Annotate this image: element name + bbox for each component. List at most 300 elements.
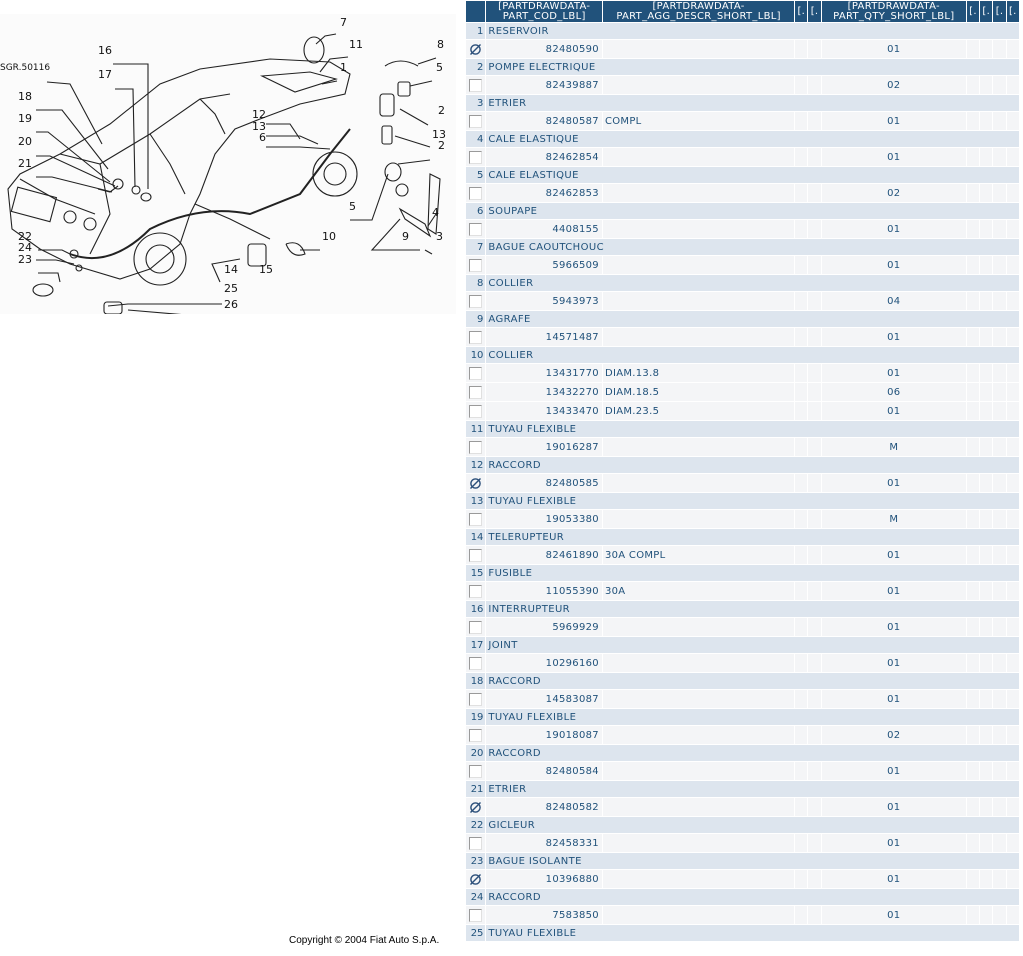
empty-cell-e (993, 148, 1005, 166)
empty-cell-a (795, 690, 807, 708)
header-checkbox-col (466, 1, 485, 22)
part-select-cell (466, 510, 485, 528)
empty-cell-d (980, 364, 992, 382)
empty-cell-e (993, 870, 1005, 888)
part-quantity: 02 (822, 76, 966, 94)
part-description-extra (603, 906, 794, 924)
header-quantity[interactable]: [PARTDRAWDATA-PART_QTY_SHORT_LBL] (822, 1, 966, 22)
part-description-extra: 30A (603, 582, 794, 600)
part-quantity: 01 (822, 402, 966, 420)
part-item-row (466, 654, 1019, 672)
part-select-checkbox[interactable] (469, 187, 482, 200)
part-select-checkbox[interactable] (469, 441, 482, 454)
part-select-cell (466, 654, 485, 672)
empty-cell-d (980, 438, 992, 456)
empty-cell-b (808, 690, 820, 708)
part-group-number: 14 (466, 529, 485, 545)
part-select-cell (466, 906, 485, 924)
empty-cell-c (967, 76, 979, 94)
header-part-code[interactable]: [PARTDRAWDATA-PART_COD_LBL] (486, 1, 602, 22)
part-group-number: 12 (466, 457, 485, 473)
part-select-cell (466, 112, 485, 130)
empty-cell-c (967, 870, 979, 888)
empty-cell-b (808, 256, 820, 274)
part-group-number: 18 (466, 673, 485, 689)
part-group-row (466, 709, 1019, 725)
part-code: 4408155 (486, 220, 602, 238)
part-quantity: 01 (822, 546, 966, 564)
empty-cell-d (980, 834, 992, 852)
empty-cell-b (808, 654, 820, 672)
svg-text:10: 10 (322, 230, 336, 243)
empty-cell-c (967, 762, 979, 780)
part-code: 5969929 (486, 618, 602, 636)
svg-text:14: 14 (224, 263, 238, 276)
part-group-description: RACCORD (486, 745, 1019, 761)
exploded-parts-drawing[interactable] (0, 14, 456, 314)
part-group-row (466, 493, 1019, 509)
part-description-extra: DIAM.13.8 (603, 364, 794, 382)
empty-cell-f (1007, 438, 1019, 456)
part-group-description: RACCORD (486, 673, 1019, 689)
part-select-checkbox[interactable] (469, 765, 482, 778)
part-group-row (466, 131, 1019, 147)
part-quantity: 01 (822, 582, 966, 600)
empty-cell-b (808, 906, 820, 924)
part-select-checkbox[interactable] (469, 331, 482, 344)
drawing-ref-code: SGR.50116 (0, 63, 51, 73)
part-select-checkbox[interactable] (469, 549, 482, 562)
empty-cell-b (808, 112, 820, 130)
empty-cell-b (808, 798, 820, 816)
part-group-row (466, 275, 1019, 291)
part-select-checkbox[interactable] (469, 621, 482, 634)
part-code: 13431770 (486, 364, 602, 382)
empty-cell-a (795, 870, 807, 888)
empty-cell-c (967, 726, 979, 744)
part-description-extra (603, 798, 794, 816)
part-select-cell (466, 618, 485, 636)
empty-cell-e (993, 328, 1005, 346)
part-select-checkbox[interactable] (469, 79, 482, 92)
part-group-row (466, 925, 1019, 941)
part-group-row (466, 529, 1019, 545)
empty-cell-d (980, 220, 992, 238)
empty-cell-f (1007, 762, 1019, 780)
copyright-notice: Copyright © 2004 Fiat Auto S.p.A. (289, 935, 440, 946)
empty-cell-f (1007, 474, 1019, 492)
svg-text:6: 6 (259, 131, 266, 144)
svg-text:17: 17 (98, 68, 112, 81)
part-group-number: 1 (466, 23, 485, 39)
part-item-row (466, 328, 1019, 346)
empty-cell-e (993, 654, 1005, 672)
part-select-cell (466, 834, 485, 852)
empty-cell-b (808, 76, 820, 94)
part-group-number: 9 (466, 311, 485, 327)
empty-cell-f (1007, 798, 1019, 816)
empty-cell-a (795, 148, 807, 166)
empty-cell-a (795, 762, 807, 780)
part-item-row (466, 438, 1019, 456)
empty-cell-c (967, 184, 979, 202)
empty-cell-c (967, 798, 979, 816)
part-select-checkbox[interactable] (469, 729, 482, 742)
part-group-row (466, 23, 1019, 39)
part-item-row (466, 292, 1019, 310)
unavailable-icon (469, 43, 482, 56)
table-header-row (466, 1, 1019, 22)
part-description-extra (603, 220, 794, 238)
empty-cell-e (993, 383, 1005, 401)
empty-cell-e (993, 364, 1005, 382)
svg-text:22: 22 (18, 230, 32, 243)
part-description-extra (603, 292, 794, 310)
svg-text:4: 4 (432, 206, 439, 219)
part-quantity: 02 (822, 184, 966, 202)
header-col-4[interactable]: [. (795, 1, 807, 22)
empty-cell-c (967, 328, 979, 346)
empty-cell-a (795, 364, 807, 382)
part-group-number: 15 (466, 565, 485, 581)
part-group-number: 3 (466, 95, 485, 111)
part-quantity: 01 (822, 148, 966, 166)
part-group-row (466, 239, 1019, 255)
empty-cell-f (1007, 618, 1019, 636)
part-select-checkbox[interactable] (469, 585, 482, 598)
part-select-checkbox[interactable] (469, 115, 482, 128)
empty-cell-a (795, 438, 807, 456)
part-group-number: 5 (466, 167, 485, 183)
part-group-description: INTERRUPTEUR (486, 601, 1019, 617)
empty-cell-a (795, 112, 807, 130)
empty-cell-c (967, 383, 979, 401)
empty-cell-b (808, 40, 820, 58)
empty-cell-a (795, 76, 807, 94)
part-item-row (466, 690, 1019, 708)
part-item-row (466, 870, 1019, 888)
part-quantity: 01 (822, 40, 966, 58)
unavailable-icon (469, 801, 482, 814)
empty-cell-c (967, 546, 979, 564)
empty-cell-c (967, 402, 979, 420)
part-item-row (466, 618, 1019, 636)
empty-cell-e (993, 402, 1005, 420)
empty-cell-a (795, 798, 807, 816)
svg-text:9: 9 (402, 230, 409, 243)
empty-cell-f (1007, 546, 1019, 564)
empty-cell-d (980, 690, 992, 708)
part-group-row (466, 853, 1019, 869)
part-description-extra (603, 510, 794, 528)
part-select-checkbox[interactable] (469, 151, 482, 164)
part-group-row (466, 781, 1019, 797)
part-group-row (466, 637, 1019, 653)
header-col-9[interactable]: [. (993, 1, 1005, 22)
part-select-checkbox[interactable] (469, 367, 482, 380)
empty-cell-f (1007, 148, 1019, 166)
empty-cell-f (1007, 906, 1019, 924)
header-col-8[interactable]: [. (980, 1, 992, 22)
empty-cell-e (993, 510, 1005, 528)
empty-cell-b (808, 383, 820, 401)
empty-cell-c (967, 690, 979, 708)
svg-text:15: 15 (259, 263, 273, 276)
part-description-extra: COMPL (603, 112, 794, 130)
part-group-number: 25 (466, 925, 485, 941)
empty-cell-d (980, 762, 992, 780)
empty-cell-c (967, 906, 979, 924)
empty-cell-f (1007, 76, 1019, 94)
part-group-description: JOINT (486, 637, 1019, 653)
part-description-extra (603, 184, 794, 202)
svg-text:25: 25 (224, 282, 238, 295)
empty-cell-f (1007, 292, 1019, 310)
empty-cell-d (980, 148, 992, 166)
empty-cell-e (993, 76, 1005, 94)
part-group-number: 6 (466, 203, 485, 219)
header-col-5[interactable]: [. (808, 1, 820, 22)
part-code: 11055390 (486, 582, 602, 600)
part-group-number: 16 (466, 601, 485, 617)
parts-list (465, 0, 1020, 942)
empty-cell-c (967, 510, 979, 528)
part-select-cell (466, 726, 485, 744)
part-group-number: 22 (466, 817, 485, 833)
part-group-description: BAGUE CAOUTCHOUC (486, 239, 1019, 255)
parts-table-body (466, 23, 1019, 941)
empty-cell-b (808, 402, 820, 420)
part-description-extra (603, 256, 794, 274)
part-group-number: 21 (466, 781, 485, 797)
empty-cell-f (1007, 383, 1019, 401)
part-select-cell (466, 402, 485, 420)
part-item-row (466, 76, 1019, 94)
svg-text:13: 13 (432, 128, 446, 141)
empty-cell-f (1007, 582, 1019, 600)
part-code: 82462854 (486, 148, 602, 166)
car-illustration (0, 14, 456, 314)
part-select-checkbox[interactable] (469, 386, 482, 399)
empty-cell-f (1007, 870, 1019, 888)
part-description-extra (603, 40, 794, 58)
part-group-description: CALE ELASTIQUE (486, 131, 1019, 147)
svg-text:2: 2 (438, 139, 445, 152)
part-item-row (466, 148, 1019, 166)
part-group-description: TUYAU FLEXIBLE (486, 925, 1019, 941)
empty-cell-f (1007, 510, 1019, 528)
part-item-row (466, 383, 1019, 401)
empty-cell-d (980, 328, 992, 346)
part-quantity: 01 (822, 690, 966, 708)
part-select-cell (466, 690, 485, 708)
part-code: 82480584 (486, 762, 602, 780)
empty-cell-d (980, 256, 992, 274)
part-group-description: BAGUE ISOLANTE (486, 853, 1019, 869)
part-select-checkbox[interactable] (469, 259, 482, 272)
part-quantity: 01 (822, 474, 966, 492)
part-group-description: CALE ELASTIQUE (486, 167, 1019, 183)
empty-cell-b (808, 582, 820, 600)
part-group-description: RESERVOIR (486, 23, 1019, 39)
part-group-row (466, 889, 1019, 905)
part-select-cell (466, 184, 485, 202)
part-quantity: 01 (822, 906, 966, 924)
empty-cell-c (967, 834, 979, 852)
part-group-number: 8 (466, 275, 485, 291)
part-item-row (466, 798, 1019, 816)
part-group-number: 2 (466, 59, 485, 75)
empty-cell-e (993, 546, 1005, 564)
part-code: 13433470 (486, 402, 602, 420)
empty-cell-d (980, 870, 992, 888)
empty-cell-b (808, 438, 820, 456)
part-code: 13432270 (486, 383, 602, 401)
part-quantity: 01 (822, 364, 966, 382)
empty-cell-d (980, 76, 992, 94)
part-select-checkbox[interactable] (469, 513, 482, 526)
empty-cell-b (808, 328, 820, 346)
part-select-checkbox[interactable] (469, 657, 482, 670)
part-select-checkbox[interactable] (469, 909, 482, 922)
part-item-row (466, 256, 1019, 274)
empty-cell-a (795, 726, 807, 744)
part-select-checkbox[interactable] (469, 405, 482, 418)
part-select-checkbox[interactable] (469, 837, 482, 850)
empty-cell-c (967, 292, 979, 310)
empty-cell-b (808, 148, 820, 166)
part-group-description: COLLIER (486, 347, 1019, 363)
part-code: 10396880 (486, 870, 602, 888)
part-quantity: 01 (822, 112, 966, 130)
part-select-checkbox[interactable] (469, 693, 482, 706)
part-quantity: M (822, 438, 966, 456)
part-item-row (466, 474, 1019, 492)
unavailable-icon (469, 477, 482, 490)
empty-cell-b (808, 726, 820, 744)
part-group-row (466, 565, 1019, 581)
part-group-number: 20 (466, 745, 485, 761)
part-select-cell (466, 220, 485, 238)
part-select-cell (466, 383, 485, 401)
header-description[interactable]: [PARTDRAWDATA-PART_AGG_DESCR_SHORT_LBL] (603, 1, 794, 22)
part-code: 82480582 (486, 798, 602, 816)
part-description-extra (603, 618, 794, 636)
part-code: 14583087 (486, 690, 602, 708)
svg-text:16: 16 (98, 44, 112, 57)
part-group-row (466, 817, 1019, 833)
empty-cell-e (993, 184, 1005, 202)
part-select-cell (466, 438, 485, 456)
part-group-number: 23 (466, 853, 485, 869)
part-group-number: 24 (466, 889, 485, 905)
empty-cell-d (980, 40, 992, 58)
part-item-row (466, 510, 1019, 528)
part-code: 5943973 (486, 292, 602, 310)
part-quantity: 01 (822, 762, 966, 780)
part-code: 82458331 (486, 834, 602, 852)
part-group-description: TELERUPTEUR (486, 529, 1019, 545)
empty-cell-f (1007, 112, 1019, 130)
part-item-row (466, 364, 1019, 382)
part-select-checkbox[interactable] (469, 295, 482, 308)
empty-cell-f (1007, 726, 1019, 744)
empty-cell-b (808, 220, 820, 238)
part-select-cell (466, 364, 485, 382)
empty-cell-a (795, 292, 807, 310)
empty-cell-e (993, 762, 1005, 780)
svg-text:3: 3 (436, 230, 443, 243)
empty-cell-a (795, 618, 807, 636)
empty-cell-d (980, 383, 992, 401)
part-item-row (466, 402, 1019, 420)
header-col-7[interactable]: [. (967, 1, 979, 22)
part-select-cell (466, 148, 485, 166)
part-select-cell (466, 292, 485, 310)
part-code: 5966509 (486, 256, 602, 274)
empty-cell-a (795, 256, 807, 274)
part-select-cell (466, 546, 485, 564)
empty-cell-d (980, 292, 992, 310)
empty-cell-d (980, 474, 992, 492)
part-group-description: POMPE ELECTRIQUE (486, 59, 1019, 75)
svg-text:21: 21 (18, 157, 32, 170)
part-select-cell (466, 474, 485, 492)
empty-cell-d (980, 654, 992, 672)
empty-cell-a (795, 402, 807, 420)
unavailable-icon (469, 873, 482, 886)
part-quantity: M (822, 510, 966, 528)
part-code: 82462853 (486, 184, 602, 202)
empty-cell-e (993, 726, 1005, 744)
header-col-10[interactable]: [. (1007, 1, 1019, 22)
svg-text:26: 26 (224, 298, 238, 311)
part-group-description: GICLEUR (486, 817, 1019, 833)
empty-cell-e (993, 582, 1005, 600)
part-select-cell (466, 328, 485, 346)
part-group-number: 4 (466, 131, 485, 147)
empty-cell-b (808, 510, 820, 528)
part-code: 82480585 (486, 474, 602, 492)
empty-cell-b (808, 546, 820, 564)
empty-cell-d (980, 726, 992, 744)
empty-cell-d (980, 184, 992, 202)
empty-cell-d (980, 906, 992, 924)
part-select-checkbox[interactable] (469, 223, 482, 236)
empty-cell-c (967, 364, 979, 382)
part-code: 82461890 (486, 546, 602, 564)
part-group-number: 7 (466, 239, 485, 255)
svg-text:24: 24 (18, 241, 32, 254)
empty-cell-b (808, 474, 820, 492)
empty-cell-f (1007, 40, 1019, 58)
part-quantity: 01 (822, 834, 966, 852)
empty-cell-a (795, 220, 807, 238)
part-code: 19018087 (486, 726, 602, 744)
empty-cell-c (967, 220, 979, 238)
empty-cell-e (993, 438, 1005, 456)
part-item-row (466, 906, 1019, 924)
svg-text:5: 5 (349, 200, 356, 213)
part-group-description: TUYAU FLEXIBLE (486, 493, 1019, 509)
part-description-extra (603, 834, 794, 852)
part-group-number: 13 (466, 493, 485, 509)
empty-cell-d (980, 582, 992, 600)
part-description-extra: 30A COMPL (603, 546, 794, 564)
empty-cell-f (1007, 834, 1019, 852)
part-group-description: SOUPAPE (486, 203, 1019, 219)
empty-cell-e (993, 40, 1005, 58)
